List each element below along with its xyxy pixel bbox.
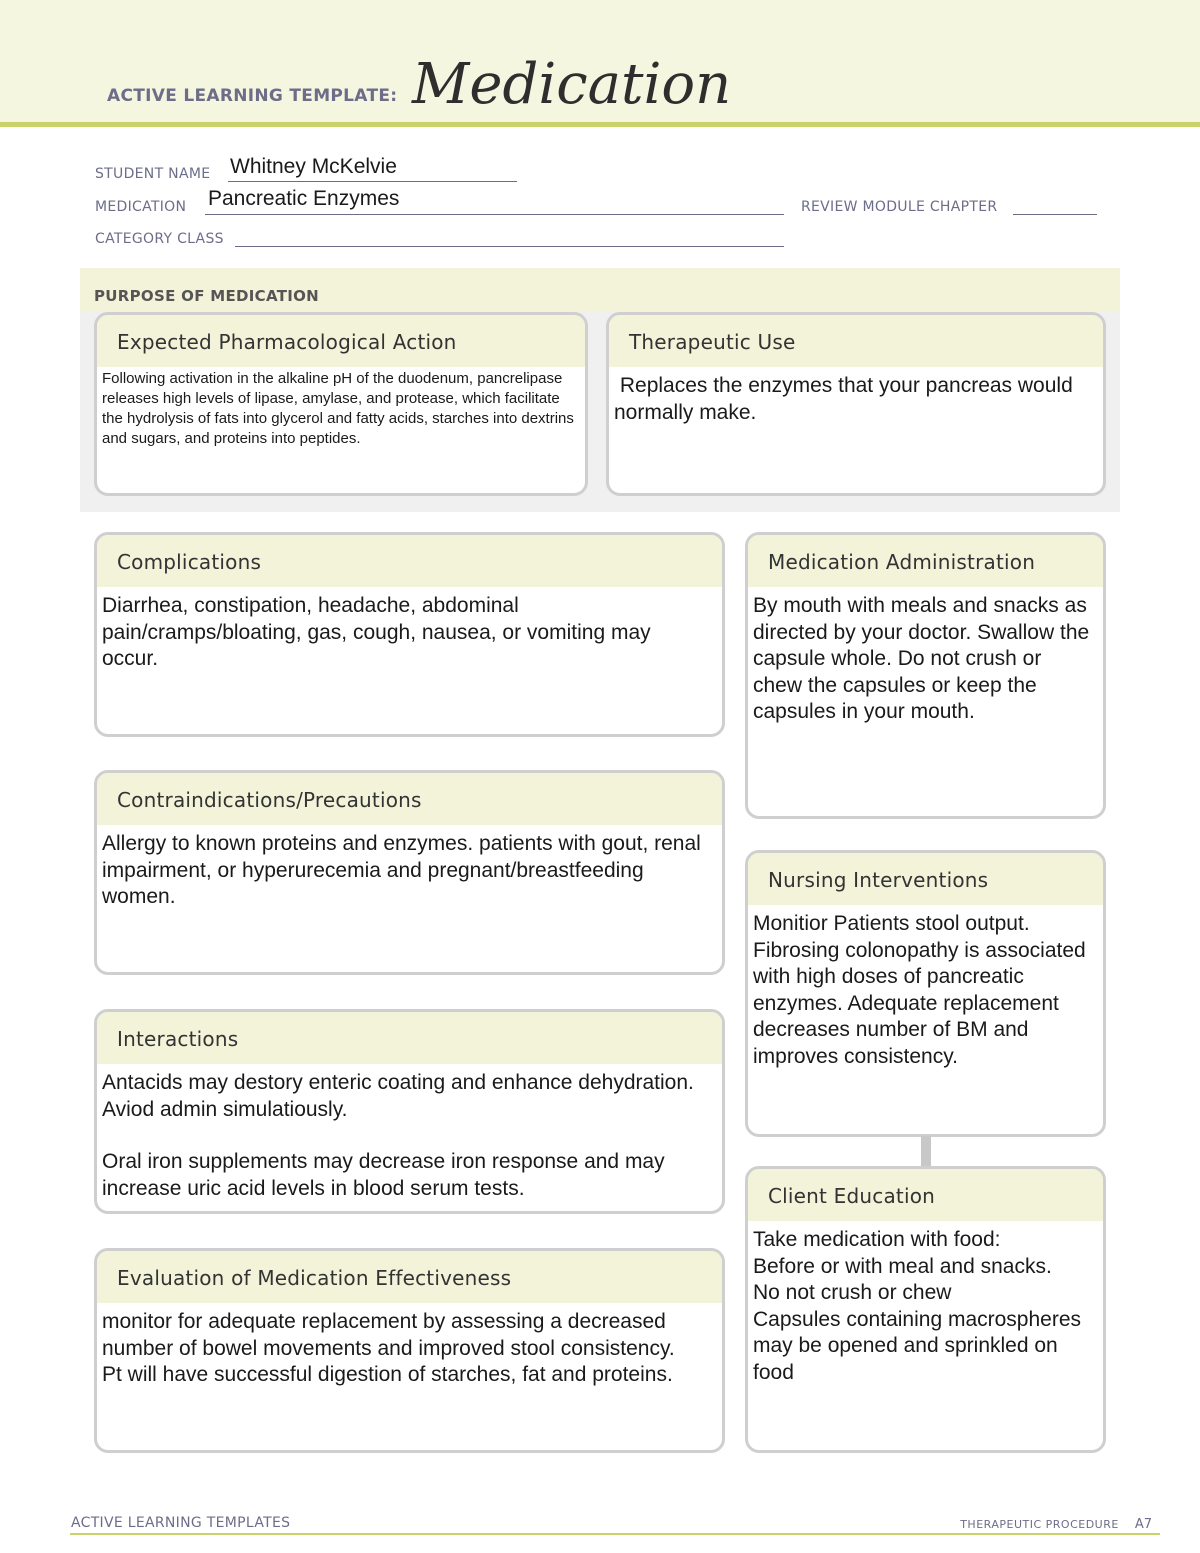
nursing-interventions-text[interactable]: Monitior Patients stool output. Fibrosing colonopathy is associated with high doses of pancreatic enzymes. Adequate replacement decreases number of BM and improves consistency. [753,912,1086,1068]
expected-action-title: Expected Pharmacological Action [97,315,585,367]
administration-title: Medication Administration [748,535,1103,587]
evaluation-paragraph: Pt will have successful digestion of starches, fat and proteins. [102,1363,673,1386]
client-education-line: Before or with meal and snacks. [753,1254,1052,1278]
client-education-line: No not crush or chew [753,1281,952,1304]
card-connector [921,1136,931,1166]
review-module-field[interactable] [1013,214,1097,215]
administration-text[interactable]: By mouth with meals and snacks as directed by your doctor. Swallow the capsule whole. Do not crush or chew the capsules or keep the capsules in your mouth. [753,594,1090,723]
contraindications-text[interactable]: Allergy to known proteins and enzymes. patients with gout, renal impairment, or hyperurecemia and pregnant/breastfeeding women. [102,832,701,908]
template-title: Medication [412,52,732,117]
interactions-text[interactable] [97,1064,722,1202]
category-class-label: CATEGORY CLASS [95,231,224,247]
medication-label: MEDICATION [95,199,187,215]
evaluation-text[interactable] [97,1303,722,1389]
administration-card [745,532,1106,819]
template-label: ACTIVE LEARNING TEMPLATE: [107,86,398,106]
header-rule [0,122,1200,127]
footer-page-number: A7 [1134,1517,1152,1532]
client-education-line: Take medication with food: [753,1228,1001,1251]
evaluation-card [94,1248,725,1453]
footer-right [960,1517,1152,1532]
interactions-title: Interactions [97,1012,722,1064]
footer-rule [70,1533,1160,1535]
student-name-line [228,181,517,182]
review-module-label: REVIEW MODULE CHAPTER [801,199,998,215]
complications-text[interactable]: Diarrhea, constipation, headache, abdominal pain/cramps/bloating, gas, cough, nausea, or vomiting may occur. [102,594,651,670]
client-education-card [745,1166,1106,1453]
therapeutic-use-card [606,312,1106,496]
evaluation-title: Evaluation of Medication Effectiveness [97,1251,722,1303]
evaluation-paragraph: monitor for adequate replacement by assessing a decreased number of bowel movements and improved stool consistency. [102,1310,675,1360]
contraindications-card [94,770,725,975]
nursing-interventions-title: Nursing Interventions [748,853,1103,905]
expected-action-text[interactable]: Following activation in the alkaline pH of the duodenum, pancrelipase releases high levels of lipase, amylase, and protease, which facilitate the hydrolysis of fats into glycerol and fatty acids, starches into dextrins and sugars, and proteins into peptides. [102,370,574,447]
interactions-card [94,1009,725,1214]
footer-section-label: THERAPEUTIC PROCEDURE [960,1518,1119,1531]
student-name-label: STUDENT NAME [95,166,211,182]
expected-action-card [94,312,588,496]
complications-card [94,532,725,737]
medication-line [205,214,784,215]
student-name-field[interactable]: Whitney McKelvie [230,155,397,178]
therapeutic-use-text[interactable]: Replaces the enzymes that your pancreas would normally make. [614,374,1079,424]
footer-left-label: ACTIVE LEARNING TEMPLATES [71,1515,291,1531]
interactions-paragraph: Oral iron supplements may decrease iron response and may increase uric acid levels in blood serum tests. [102,1150,665,1200]
client-education-line: Capsules containing macrospheres may be opened and sprinkled on food [753,1307,1082,1384]
purpose-label: PURPOSE OF MEDICATION [94,287,320,305]
medication-field[interactable]: Pancreatic Enzymes [208,187,400,210]
nursing-interventions-card [745,850,1106,1137]
contraindications-title: Contraindications/Precautions [97,773,722,825]
interactions-paragraph: Antacids may destory enteric coating and enhance dehydration. Aviod admin simulatiously. [102,1071,694,1121]
therapeutic-use-title: Therapeutic Use [609,315,1103,367]
client-education-text[interactable] [748,1221,1103,1386]
complications-title: Complications [97,535,722,587]
client-education-title: Client Education [748,1169,1103,1221]
category-class-field[interactable] [235,246,784,247]
